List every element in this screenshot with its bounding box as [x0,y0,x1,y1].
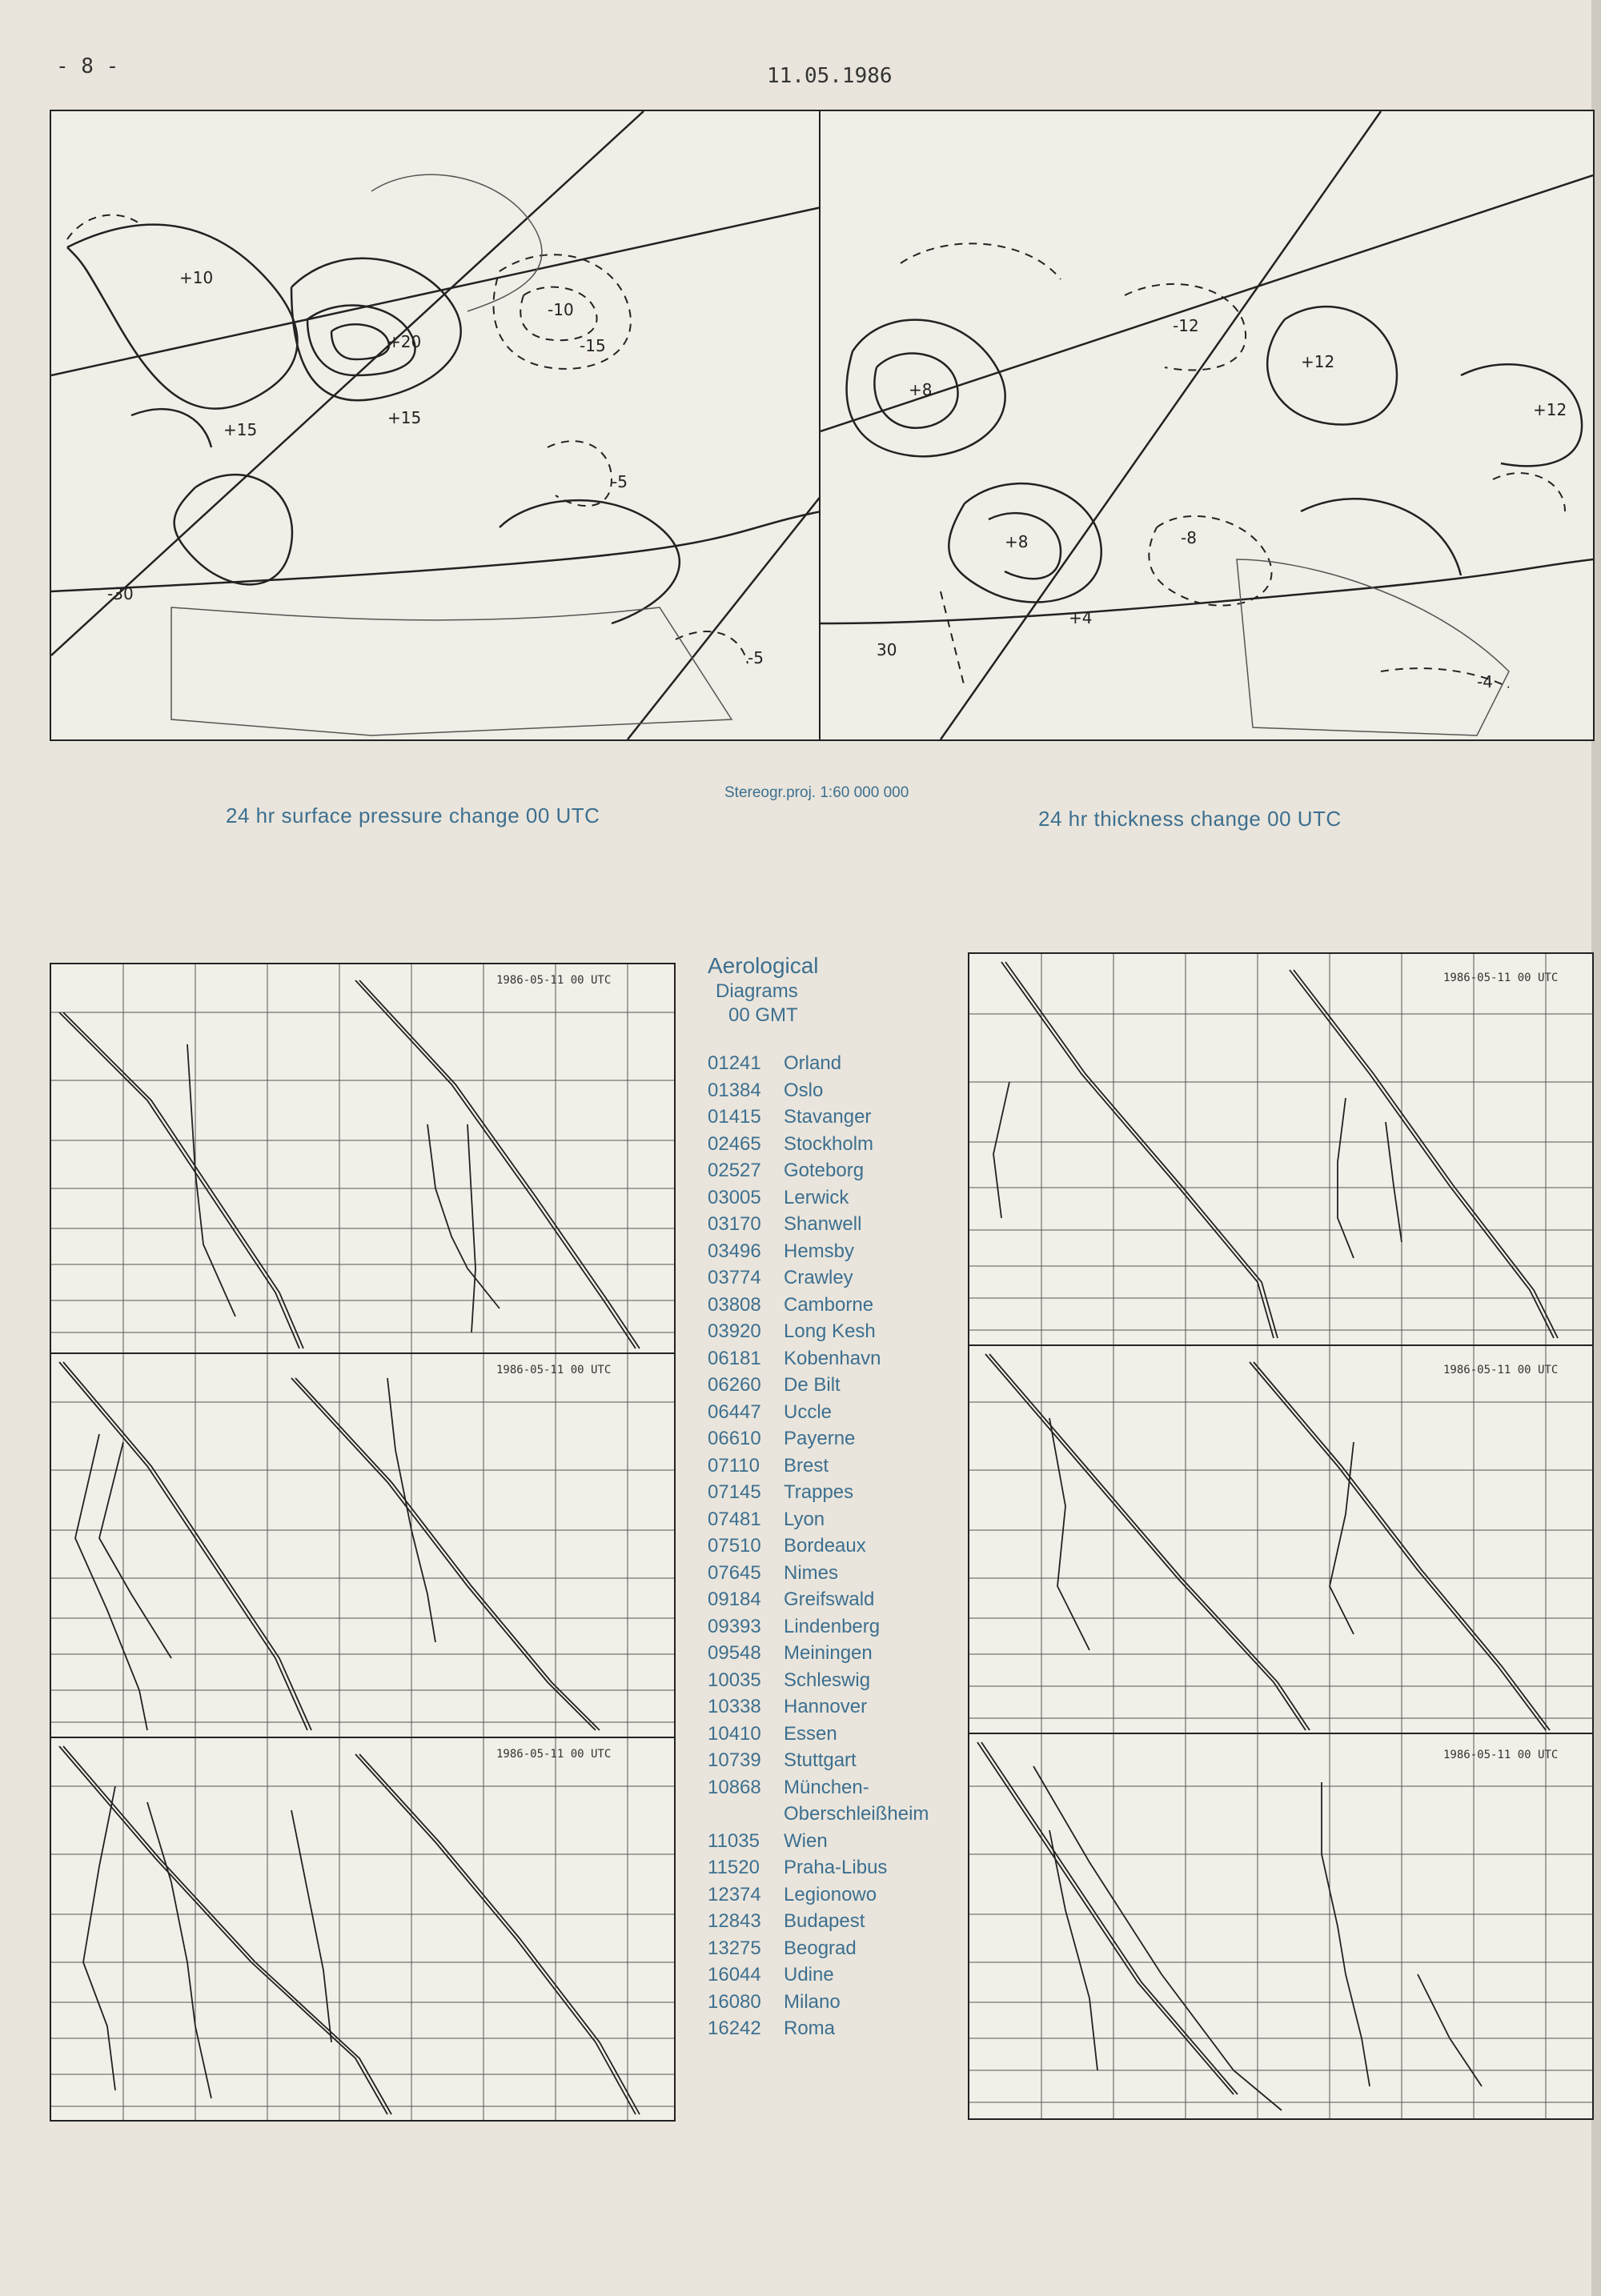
surface-pressure-change-map [50,110,823,741]
station-id: 03005 [708,1186,761,1208]
station-id: 06447 [708,1400,761,1423]
aero-diagram-panel [968,1733,1594,2120]
station-id: 12374 [708,1883,761,1905]
svg-text:+15: +15 [223,420,258,439]
svg-text:+8: +8 [1005,532,1029,551]
station-name: Greifswald [784,1589,875,1610]
station-item [708,1104,964,1131]
station-id: 01241 [708,1052,761,1074]
station-item [708,1693,964,1721]
aero-panel-date: 1986-05-11 00 UTC [1443,972,1559,984]
station-id: 09184 [708,1589,761,1610]
thickness-change-contours [821,111,1593,739]
station-name: Lindenberg [784,1615,881,1637]
svg-text:-4: -4 [1477,672,1493,691]
station-item [708,1425,964,1453]
station-item [708,1533,964,1560]
legend-subtitle: Diagrams [716,980,798,1002]
station-item [708,1318,964,1345]
station-name: Goteborg [784,1160,865,1181]
station-item [708,1721,964,1748]
station-item [708,1774,964,1828]
left-map-caption: 24 hr surface pressure change 00 UTC [226,803,600,827]
station-name: München- Oberschleißheim [784,1776,929,1825]
station-item [708,1399,964,1426]
station-id: 03774 [708,1267,761,1288]
station-name: Roma [784,2018,836,2039]
station-item [708,1667,964,1694]
aero-diagram-panel [968,1344,1594,1736]
station-id: 01384 [708,1079,761,1101]
station-id: 09548 [708,1642,761,1664]
station-id: 10868 [708,1776,761,1798]
station-name: Hemsby [784,1240,855,1262]
station-item [708,1828,964,1855]
aero-panel-date: 1986-05-11 00 UTC [1443,1749,1559,1761]
station-item [708,1372,964,1399]
station-item [708,2015,964,2042]
station-id: 06260 [708,1374,761,1396]
map-projection-note: Stereogr.proj. 1:60 000 000 [724,784,909,801]
station-item [708,1077,964,1104]
aero-grid [969,1734,1592,2118]
aero-grid [51,1738,674,2120]
station-name: Uccle [784,1400,833,1423]
station-name: Payerne [784,1428,856,1449]
station-item [708,1157,964,1184]
aero-panel-date: 1986-05-11 00 UTC [496,1748,612,1761]
station-id: 11035 [708,1829,760,1852]
svg-text:+10: +10 [179,268,214,287]
svg-text:+15: +15 [387,408,422,427]
aero-panel-date: 1986-05-11 00 UTC [496,1364,612,1376]
station-name: Beograd [784,1937,857,1959]
station-name: Kobenhavn [784,1347,881,1369]
svg-text:-12: -12 [1173,316,1199,335]
station-id: 07645 [708,1561,761,1584]
station-item [708,1453,964,1480]
station-item [708,1881,964,1909]
station-item [708,1184,964,1212]
station-item [708,1264,964,1292]
svg-text:-5: -5 [748,648,764,667]
station-item [708,1989,964,2016]
aero-grid [969,954,1592,1346]
station-item [708,1854,964,1881]
aero-panel-date: 1986-05-11 00 UTC [496,974,612,987]
station-id: 16044 [708,1964,761,1985]
station-id: 02465 [708,1132,761,1155]
station-id: 03170 [708,1213,761,1235]
station-name: Orland [784,1052,842,1074]
station-id: 16242 [708,2018,761,2039]
svg-text:+8: +8 [909,380,933,399]
station-list [708,1050,964,2042]
svg-text:-5: -5 [612,472,628,491]
station-item [708,1131,964,1158]
svg-text:+12: +12 [1533,400,1567,419]
station-id: 03920 [708,1320,761,1342]
station-name: Legionowo [784,1883,877,1905]
station-id: 03808 [708,1293,761,1316]
station-id: 01415 [708,1106,761,1128]
station-name: Meiningen [784,1642,873,1664]
station-name: Bordeaux [784,1535,866,1557]
station-name: Milano [784,1990,841,2013]
station-name: Lerwick [784,1186,849,1208]
issue-date: 11.05.1986 [767,64,893,88]
station-id: 07110 [708,1454,760,1477]
aero-diagram-panel [50,1737,676,2122]
station-item [708,1506,964,1533]
station-name: Oslo [784,1079,824,1101]
station-item [708,1211,964,1238]
station-item [708,1479,964,1506]
station-item [708,1586,964,1613]
station-name: Long Kesh [784,1320,876,1342]
pressure-change-contours [51,111,821,739]
station-id: 03496 [708,1240,761,1262]
station-name: Stavanger [784,1106,872,1128]
thickness-change-map [819,110,1595,741]
station-name: Stockholm [784,1132,874,1155]
station-name: Essen [784,1722,837,1745]
svg-text:+12: +12 [1301,352,1335,371]
station-name: Camborne [784,1293,874,1316]
aero-panel-date: 1986-05-11 00 UTC [1443,1364,1559,1376]
svg-text:+20: +20 [387,332,422,351]
station-item [708,1961,964,1989]
svg-text:-10: -10 [548,300,574,319]
station-item [708,1345,964,1372]
legend-title: Aerological [708,953,819,978]
svg-text:-8: -8 [1181,528,1197,547]
station-name: Schleswig [784,1669,871,1691]
svg-text:+4: +4 [1069,608,1093,627]
aero-grid [51,964,674,1354]
station-item [708,1238,964,1265]
page-number: - 8 - [56,54,119,78]
station-name: Lyon [784,1508,825,1530]
station-id: 10410 [708,1722,761,1745]
station-id: 12843 [708,1910,761,1932]
station-name: Brest [784,1454,829,1477]
svg-text:30: 30 [877,640,897,659]
station-item [708,1640,964,1667]
right-map-caption: 24 hr thickness change 00 UTC [1038,807,1342,831]
station-item [708,1935,964,1962]
station-name: Hannover [784,1696,868,1717]
station-item [708,1747,964,1774]
station-name: Udine [784,1964,834,1985]
station-id: 10338 [708,1696,761,1717]
aero-diagram-panel [968,952,1594,1348]
aero-diagram-panel [50,963,676,1356]
station-name: Shanwell [784,1213,862,1235]
station-item [708,1613,964,1641]
legend-time: 00 GMT [728,1004,798,1026]
aero-grid [969,1346,1592,1734]
station-name: De Bilt [784,1374,841,1396]
station-item [708,1050,964,1077]
aero-diagram-panel [50,1352,676,1740]
station-name: Budapest [784,1910,865,1932]
station-id: 13275 [708,1937,761,1959]
station-id: 10739 [708,1749,761,1771]
station-item [708,1908,964,1935]
station-id: 06610 [708,1428,761,1449]
station-name: Crawley [784,1267,853,1288]
station-name: Trappes [784,1481,854,1503]
station-name: Praha-Libus [784,1857,888,1878]
station-item [708,1560,964,1587]
station-id: 09393 [708,1615,761,1637]
station-item [708,1292,964,1319]
station-id: 02527 [708,1160,761,1181]
svg-text:-30: -30 [107,584,134,603]
station-id: 10035 [708,1669,761,1691]
station-name: Stuttgart [784,1749,857,1771]
station-id: 07145 [708,1481,761,1503]
station-id: 16080 [708,1990,761,2013]
station-name: Wien [784,1829,828,1852]
station-id: 07481 [708,1508,761,1530]
station-id: 11520 [708,1857,760,1878]
aero-grid [51,1354,674,1738]
station-name: Nimes [784,1561,839,1584]
station-id: 06181 [708,1347,761,1369]
svg-text:-15: -15 [580,336,606,355]
station-legend [708,952,964,2042]
station-id: 07510 [708,1535,761,1557]
